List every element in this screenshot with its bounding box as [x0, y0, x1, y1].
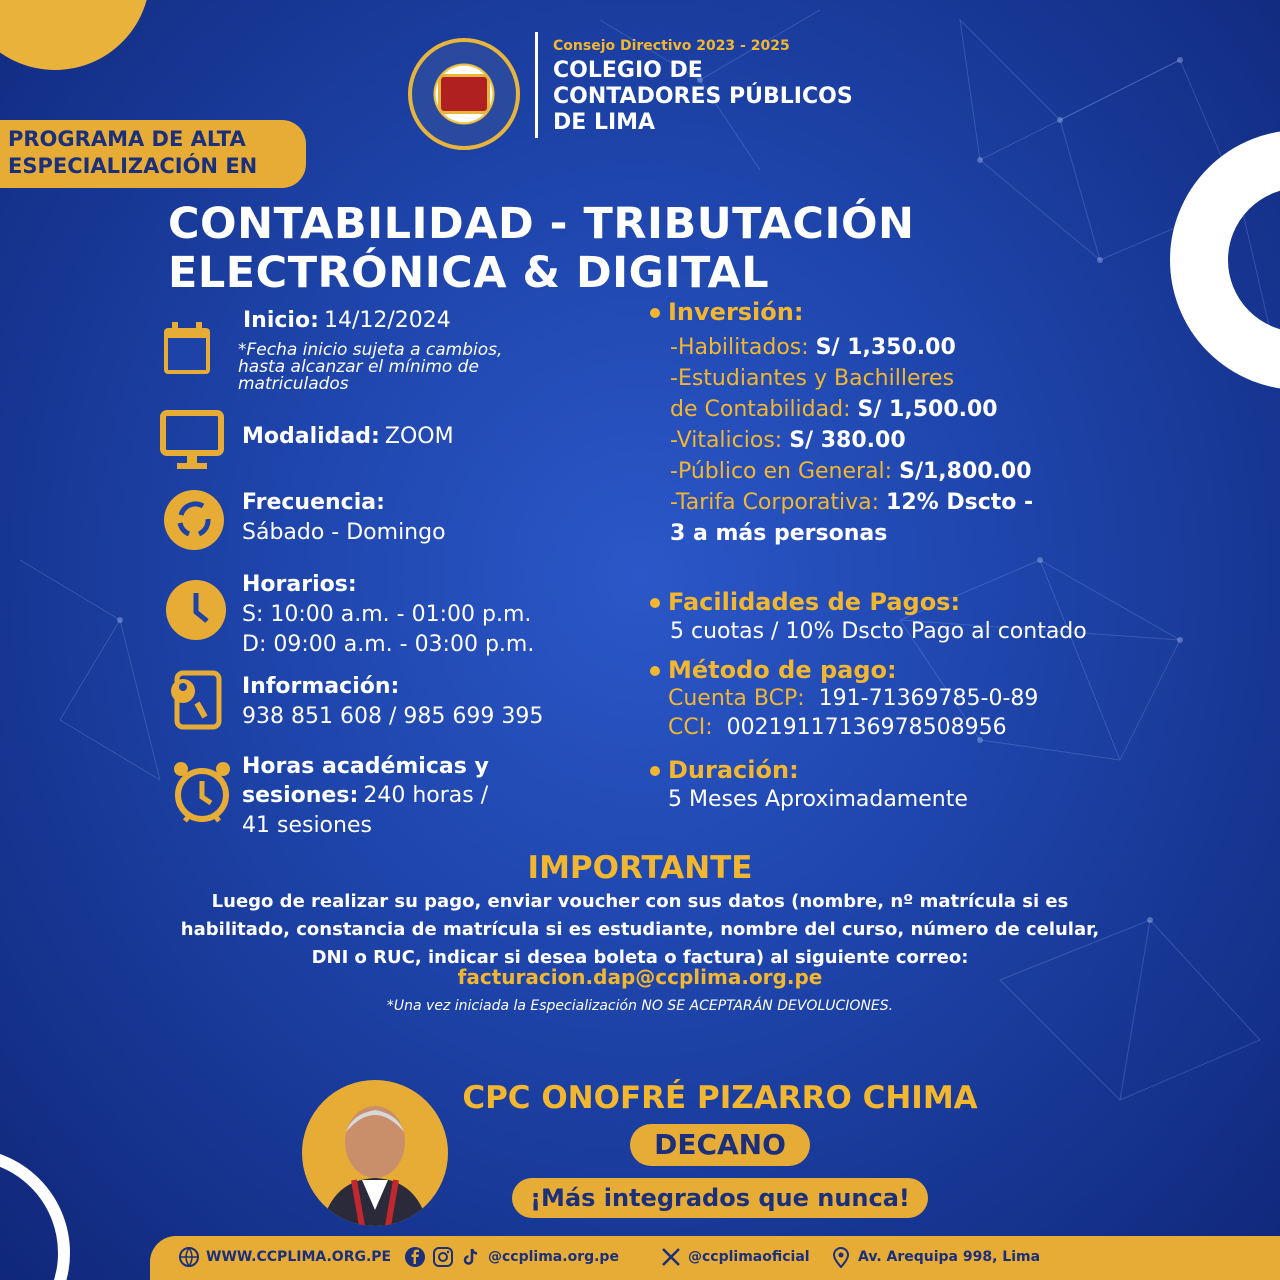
header-divider — [535, 32, 538, 138]
monitor-icon — [158, 408, 226, 472]
social-links[interactable]: @ccplima.org.pe — [404, 1246, 619, 1268]
clock-icon — [164, 578, 228, 642]
academic-hours: Horas académicas y sesiones: 240 horas / 41 sesiones — [242, 754, 489, 838]
globe-icon — [178, 1246, 200, 1268]
billing-email-link[interactable]: facturacion.dap@ccplima.org.pe — [457, 965, 823, 989]
calendar-icon — [156, 316, 222, 382]
facebook-icon[interactable] — [404, 1246, 426, 1268]
tiktok-icon[interactable] — [460, 1246, 482, 1268]
alarm-clock-icon — [170, 758, 234, 826]
college-seal-logo — [408, 38, 520, 150]
payment-facilities: Facilidades de Pagos: 5 cuotas / 10% Dscto Pago al contado — [650, 588, 1087, 647]
instagram-icon[interactable] — [432, 1246, 454, 1268]
information: Información: 938 851 608 / 985 699 395 — [242, 674, 544, 729]
schedule: Horarios: S: 10:00 a.m. - 01:00 p.m. D: 09:00 a.m. - 03:00 p.m. — [242, 572, 535, 657]
program-tag: PROGRAMA DE ALTA ESPECIALIZACIÓN EN — [0, 120, 306, 188]
payment-method: Método de pago: Cuenta BCP: 191-71369785-0-89 CCI: 00219117136978508956 — [650, 656, 1038, 742]
x-link[interactable]: @ccplimaoficial — [660, 1246, 810, 1268]
council-label: Consejo Directivo 2023 - 2025 — [553, 38, 790, 54]
college-name: COLEGIO DE CONTADORES PÚBLICOS DE LIMA — [553, 58, 853, 135]
website-link[interactable]: WWW.CCPLIMA.ORG.PE — [178, 1246, 391, 1268]
cycle-icon — [162, 488, 226, 552]
location-pin-icon — [830, 1246, 852, 1268]
frequency: Frecuencia: Sábado - Domingo — [242, 490, 446, 545]
modality: Modalidad: ZOOM — [242, 424, 454, 449]
dean-name: CPC ONOFRÉ PIZARRO CHIMA — [462, 1080, 978, 1116]
dean-role-badge: DECANO — [630, 1124, 810, 1166]
phone-contact-icon — [164, 668, 228, 732]
investment-list: -Habilitados: S/ 1,350.00 -Estudiantes y Bachilleres de Contabilidad: S/ 1,500.00 -Vitalicios: S/ 380.00 -Público en General: S/1,800.00 -Tarifa Corporativa: 12% Dscto - 3 a más personas — [670, 335, 1034, 546]
investment-section: Inversión: — [650, 298, 803, 326]
dean-photo — [302, 1080, 448, 1226]
program-title: CONTABILIDAD - TRIBUTACIÓN ELECTRÓNICA & DIGITAL — [168, 199, 915, 298]
start-date: Inicio: 14/12/2024 — [243, 308, 451, 333]
start-note: *Fecha inicio sujeta a cambios, hasta alcanzar el mínimo de matriculados — [238, 340, 503, 394]
important-title: IMPORTANTE — [527, 850, 753, 886]
slogan-badge: ¡Más integrados que nunca! — [512, 1178, 928, 1218]
duration: Duración: 5 Meses Aproximadamente — [650, 756, 968, 815]
address: Av. Arequipa 998, Lima — [830, 1246, 1040, 1268]
x-icon — [660, 1246, 682, 1268]
important-body: Luego de realizar su pago, enviar voucher con sus datos (nombre, nº matrícula si es habilitado, constancia de matrícula si es estudiante, nombre del curso, número de celular, DNI o RUC, indicar si desea boleta o factura) al siguiente correo: — [180, 891, 1100, 968]
no-refund-note: *Una vez iniciada la Especialización NO SE ACEPTARÁN DEVOLUCIONES. — [386, 998, 894, 1014]
